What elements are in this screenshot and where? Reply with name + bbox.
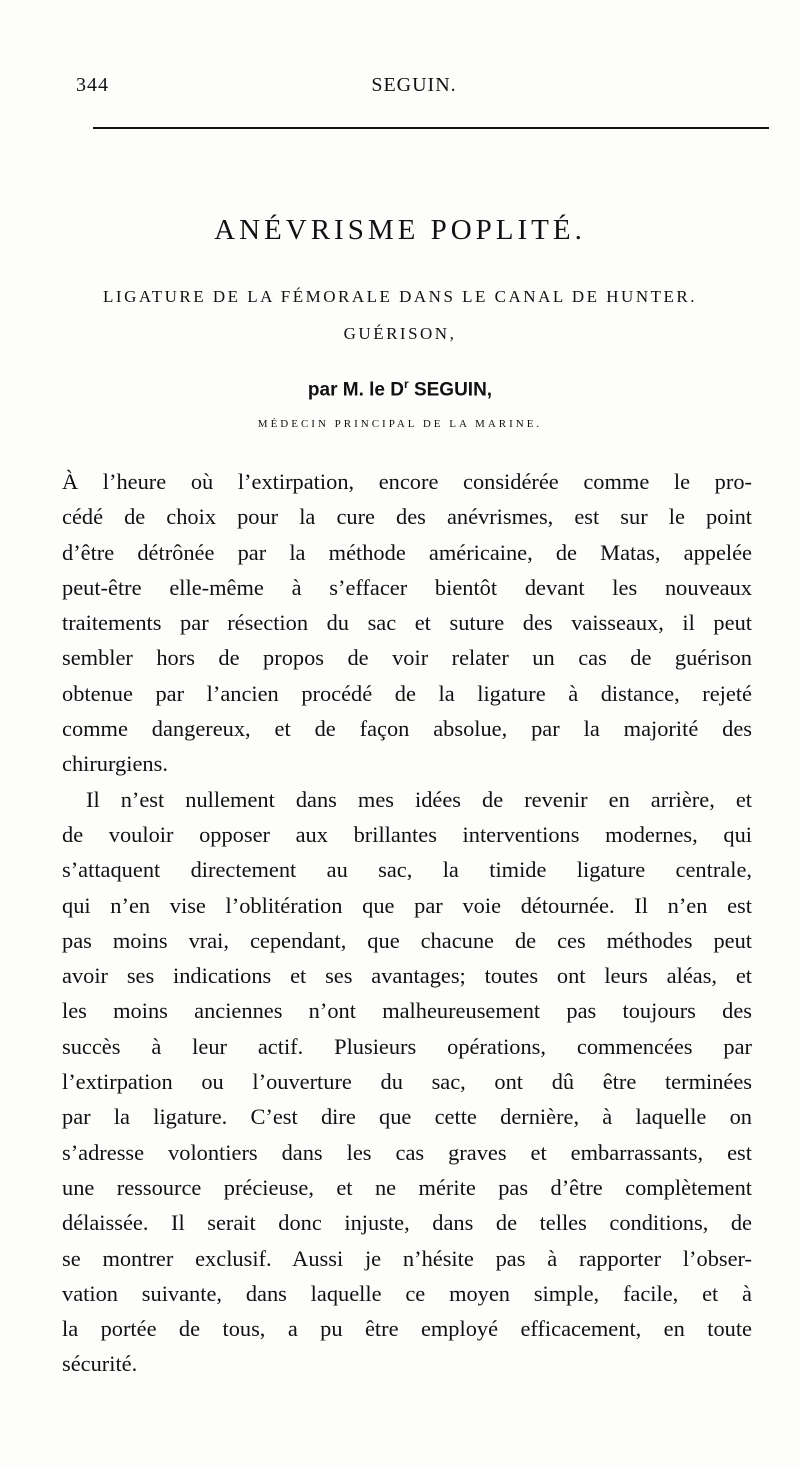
text-line: les moins anciennes n’ont malheureusement pas toujours des [62, 998, 752, 1024]
text-line: Il n’est nullement dans mes idées de revenir en arrière, et [86, 786, 752, 812]
author-byline [0, 377, 800, 401]
text-line: chirurgiens. [62, 751, 168, 777]
byline-prefix: par M. le D [307, 379, 404, 401]
author-affiliation: MÉDECIN PRINCIPAL DE LA MARINE. [257, 418, 543, 430]
text-line: se montrer exclusif. Aussi je n’hésite pas à rapporter l’obser- [62, 1245, 752, 1271]
text-line: traitements par résection du sac et suture des vaisseaux, il peut [62, 610, 752, 636]
text-line: d’être détrônée par la méthode américaine, de Matas, appelée [62, 539, 752, 565]
text-line: sembler hors de propos de voir relater un cas de guérison [62, 645, 752, 671]
byline-superscript: r [404, 377, 409, 391]
text-line: obtenue par l’ancien procédé de la ligature à distance, rejeté [62, 680, 752, 706]
running-title: SEGUIN. [371, 74, 457, 96]
text-line: avoir ses indications et ses avantages; toutes ont leurs aléas, et [62, 963, 752, 989]
text-line: À l’heure où l’extirpation, encore considérée comme le pro- [62, 469, 752, 494]
text-line: sécurité. [62, 1351, 138, 1377]
text-line: s’adresse volontiers dans les cas graves et embarrassants, est [62, 1139, 752, 1165]
body-text [62, 464, 752, 1382]
header-rule [93, 127, 769, 129]
text-line: s’attaquent directement au sac, la timide ligature centrale, [62, 857, 752, 883]
text-line: comme dangereux, et de façon absolue, par la majorité des [62, 716, 752, 742]
text-line: pas moins vrai, cependant, que chacune de ces méthodes peut [62, 927, 752, 953]
text-line: de vouloir opposer aux brillantes interventions modernes, qui [62, 821, 752, 847]
article-subtitle-line-2: GUÉRISON, [343, 324, 457, 343]
running-header [76, 74, 752, 104]
text-line: par la ligature. C’est dire que cette dernière, à laquelle on [62, 1104, 752, 1130]
article-subtitle-line-1: LIGATURE DE LA FÉMORALE DANS LE CANAL DE HUNTER. [103, 287, 697, 306]
text-line: qui n’en vise l’oblitération que par voie détournée. Il n’en est [62, 892, 752, 918]
text-line: peut-être elle-même à s’effacer bientôt devant les nouveaux [62, 574, 752, 600]
text-line: une ressource précieuse, et ne mérite pas d’être complètement [62, 1174, 752, 1200]
text-line: cédé de choix pour la cure des anévrismes, est sur le point [62, 504, 752, 530]
text-line: succès à leur actif. Plusieurs opérations, commencées par [62, 1033, 752, 1059]
byline-name: SEGUIN, [408, 379, 493, 401]
text-line: l’extirpation ou l’ouverture du sac, ont dû être terminées [62, 1069, 752, 1095]
text-line: vation suivante, dans laquelle ce moyen simple, facile, et à [62, 1280, 752, 1306]
article-title: ANÉVRISME POPLITÉ. [214, 214, 586, 246]
text-line: la portée de tous, a pu être employé efficacement, en toute [62, 1316, 752, 1342]
text-line: délaissée. Il serait donc injuste, dans de telles conditions, de [62, 1210, 752, 1236]
page-number: 344 [76, 74, 109, 96]
